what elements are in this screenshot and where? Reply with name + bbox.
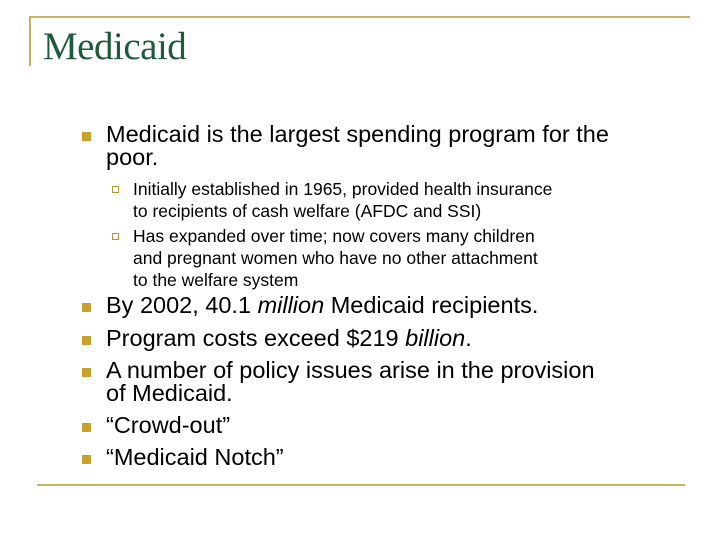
sub-bullet-text: and pregnant women who have no other attachment — [133, 248, 538, 268]
bullet-text: “Medicaid Notch” — [106, 444, 284, 470]
square-bullet-icon — [82, 303, 91, 312]
left-rule — [29, 16, 31, 66]
bullet-text: Medicaid recipients. — [324, 292, 539, 318]
bullet-text: By 2002, 40.1 — [106, 292, 258, 318]
bullet-text-italic: million — [257, 292, 325, 318]
sub-bullet-text: Initially established in 1965, provided health insurance — [133, 179, 553, 199]
square-bullet-icon — [82, 368, 91, 377]
bullet-text: A number of policy issues arise in the provision — [106, 357, 595, 383]
square-bullet-icon — [82, 455, 91, 464]
sub-bullet-text: to recipients of cash welfare (AFDC and SSI) — [133, 201, 482, 221]
bottom-rule — [37, 484, 685, 486]
slide-title: Medicaid — [43, 25, 187, 68]
bullet-text: Medicaid is the largest spending program for the — [106, 121, 609, 147]
bullet-text-italic: billion — [405, 325, 466, 351]
sub-bullet-text: to the welfare system — [133, 270, 299, 290]
sub-bullet-text: Has expanded over time; now covers many children — [133, 226, 535, 246]
hollow-square-bullet-icon — [112, 186, 119, 193]
hollow-square-bullet-icon — [112, 233, 119, 240]
bullet-text: poor. — [106, 144, 159, 170]
square-bullet-icon — [82, 336, 91, 345]
bullet-text: “Crowd-out” — [106, 412, 231, 438]
bullet-text: Program costs exceed $219 — [106, 325, 406, 351]
bullet-text: of Medicaid. — [106, 380, 233, 406]
square-bullet-icon — [82, 132, 91, 141]
bullet-text: . — [465, 325, 472, 351]
square-bullet-icon — [82, 423, 91, 432]
top-rule — [30, 16, 690, 18]
